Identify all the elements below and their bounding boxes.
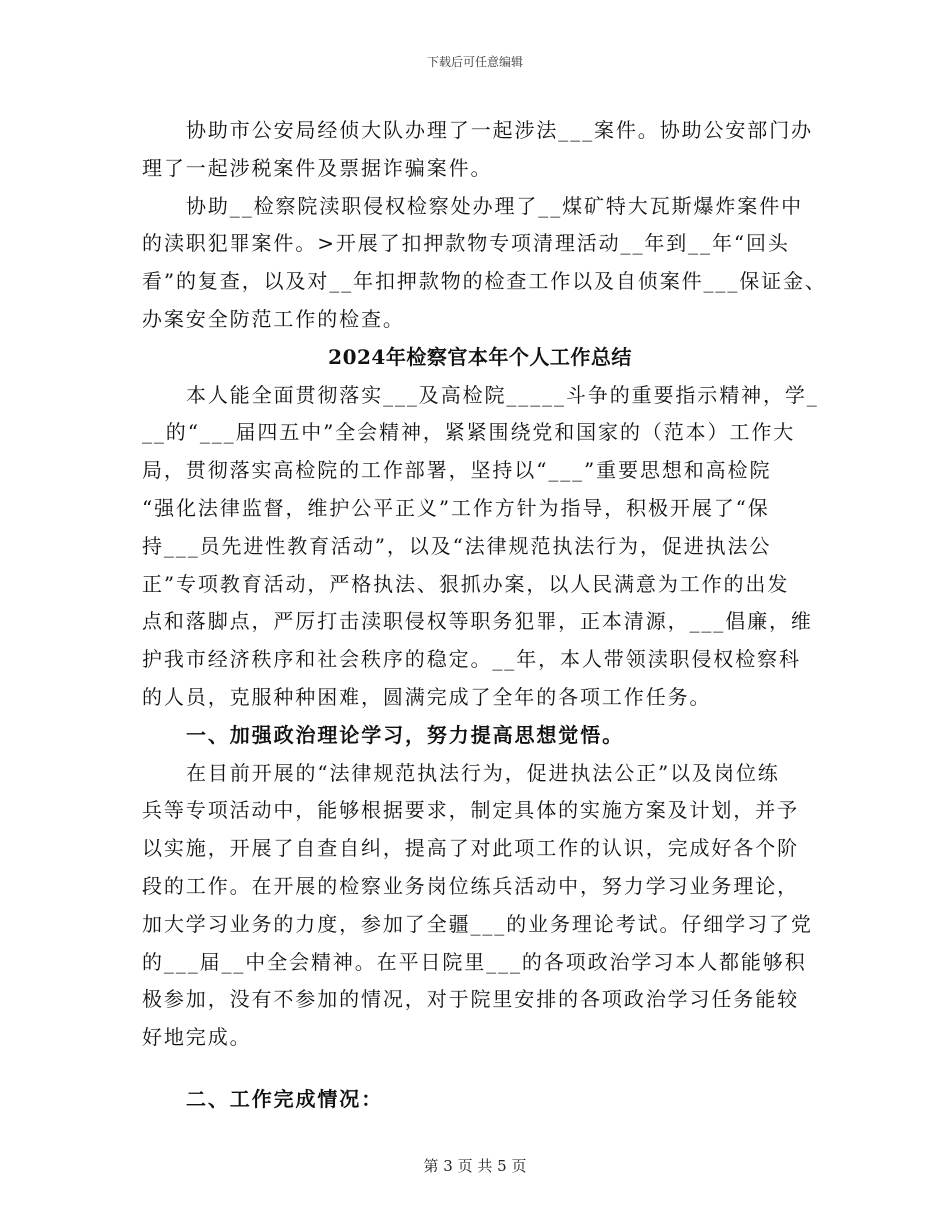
paragraph-line: 协助__检察院渎职侵权检察处办理了__煤矿特大瓦斯爆炸案件中 (186, 193, 803, 218)
paragraph-line: 护我市经济秩序和社会秩序的稳定。__年，本人带领渎职侵权检察科 (142, 647, 801, 672)
paragraph-line: 办案安全防范工作的检查。 (142, 306, 405, 331)
paragraph-line: 的人员，克服种种困难，圆满完成了全年的各项工作任务。 (142, 684, 712, 709)
paragraph-line: 的渎职犯罪案件。>开展了扣押款物专项清理活动__年到__年“回头 (142, 231, 790, 256)
paragraph-line: 看”的复查，以及对__年扣押款物的检查工作以及自侦案件___保证金、 (142, 269, 827, 294)
paragraph-line: 持___员先进性教育活动”，以及“法律规范执法行为，促进执法公 (142, 533, 772, 558)
paragraph-line: 协助市公安局经侦大队办理了一起涉法___案件。协助公安部门办 (186, 118, 813, 142)
section-heading-1: 一、加强政治理论学习，努力提高思想觉悟。 (186, 722, 624, 747)
paragraph-gap (142, 1057, 818, 1081)
paragraph-line: 的___届__中全会精神。在平日院里___的各项政治学习本人都能够积 (142, 949, 807, 974)
document-title: 2024年检察官本年个人工作总结 (328, 344, 632, 369)
paragraph-line: 加大学习业务的力度，参加了全疆___的业务理论考试。仔细学习了党 (142, 911, 813, 936)
paragraph-line: 好地完成。 (142, 1025, 252, 1050)
paragraph-line: 极参加，没有不参加的情况，对于院里安排的各项政治学习任务能较 (142, 987, 799, 1012)
paragraph-line: 点和落脚点，严厉打击渎职侵权等职务犯罪，正本清源，___倡廉，维 (142, 609, 813, 634)
paragraph-line: 局，贯彻落实高检院的工作部署，坚持以“___”重要思想和高检院 (142, 458, 772, 483)
header-note: 下载后可任意编辑 (426, 55, 523, 69)
paragraph-line: “强化法律监督，维护公平正义”工作方针为指导，积极开展了“保 (142, 495, 770, 520)
document-body (142, 112, 827, 1119)
paragraph-line: 理了一起涉税案件及票据诈骗案件。 (142, 155, 493, 180)
section-heading-2: 二、工作完成情况： (186, 1086, 384, 1111)
paragraph-line: 本人能全面贯彻落实___及高检院_____斗争的重要指示精神，学_ (186, 382, 819, 407)
paragraph-line: 以实施，开展了自查自纠，提高了对此项工作的认识，完成好各个阶 (142, 836, 799, 861)
paragraph-line: __的“___届四五中”全会精神，紧紧围绕党和国家的（范本）工作大 (142, 420, 796, 445)
paragraph-line: 正”专项教育活动，严格执法、狠抓办案，以人民满意为工作的出发 (142, 571, 790, 596)
paragraph-line: 兵等专项活动中，能够根据要求，制定具体的实施方案及计划，并予 (142, 798, 799, 823)
page-number: 第 3 页 共 5 页 (423, 1157, 527, 1175)
paragraph-line: 在目前开展的“法律规范执法行为，促进执法公正”以及岗位练 (186, 760, 780, 785)
paragraph-line: 段的工作。在开展的检察业务岗位练兵活动中，努力学习业务理论， (142, 873, 799, 898)
